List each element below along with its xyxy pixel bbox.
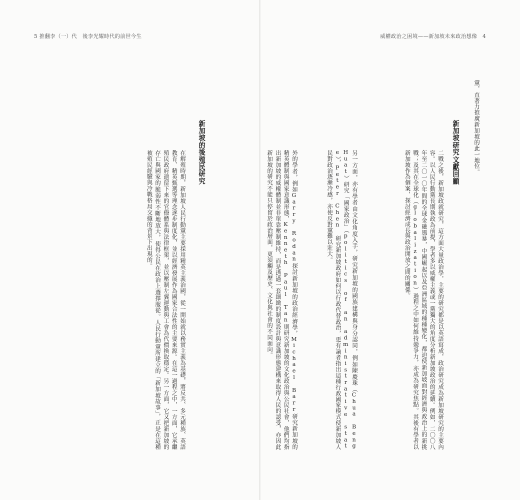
- right-running-head: 威權政治之困境——新加坡未來政治想像 4: [380, 34, 486, 40]
- left-paragraph: 在解殖時期，新加坡人民行動黨主要採用精英主義治國，從一開始就以務實主義為基礎，將反共、多元種族、英語教育、精英甄選等理念逐步制度化，並以經濟發展作為國家合法性的主要來源。在這一過程之中，一方面，它承繼殖民政府遺留下來的官僚體系與法律框架，並以壓制左翼運動與工會為代價換取穩定。另一方面，它又把新加坡的存亡與國家的脆弱性不斷地放大，使得公民在政治上選擇服從。人民行動黨所建立的「新加坡故事」，正是在這種被殖民經驗與冷戰格局交織的背景下出現的。: [145, 150, 185, 450]
- left-running-head: 5 推翻李（一）代 後李光耀時代的前世今生: [34, 34, 142, 40]
- right-paragraph: 另一方面，亦有學者由文化角度入手，研究新加坡的國族建構與身分認同，例如陳慶珠（Chua Beng Huat）研究「國家政治」（politics of an administrative state），Peter Chen 研究新加坡政府如何以行政代替政治，更有論者指出這種行政國家模式使新加坡人民對政治逐漸冷感，亦使反對黨難以壯大。: [326, 150, 357, 450]
- right-paragraph: 二戰之後，新加坡政就研究，這方面大量政治學，主要的研究都是以英語寫成，政治研究成為新加坡研究的主要內容。以人民行動黨長期執政為前提，學者多以威權主義或一黨獨大的角度分析新加坡政治的延續。例如，二〇〇八年至二〇一〇年間的全球金融風暴，中國崛起以及亞洲區域的種種變化，都迫使新加坡面對經濟與政治上的新挑戰；及其在全球化（globalization）過程之中如何維持競爭力，亦成為研究焦點。其後有學者以新加坡作為個案，探討經濟成長與政治開放之間的關係。: [403, 150, 443, 450]
- right-paragraph: 外的學者，例如Garry Rodan探討新加坡的政治經濟學，Michael Barr研究新加坡的精英體制與國家意識形態，Kenneth Paul Tan則研究新加坡的文化政治與公民社會，他們均指出新加坡的威權體制並非單靠壓制維持，而是透過一套細緻的制度設計與意識形態建構來取得人民的認受，亦因此新加坡的研究不能只停留於政治層面，更須觸及歷史、文化與社會的不同面向。: [266, 150, 297, 450]
- right-top-fragment: 黨，直著力推廣新加坡的此一地位。: [473, 80, 479, 176]
- right-section-heading: 新加坡研究文獻回顧: [451, 120, 459, 185]
- left-section-heading: 新加坡的後殖民研究: [197, 120, 205, 185]
